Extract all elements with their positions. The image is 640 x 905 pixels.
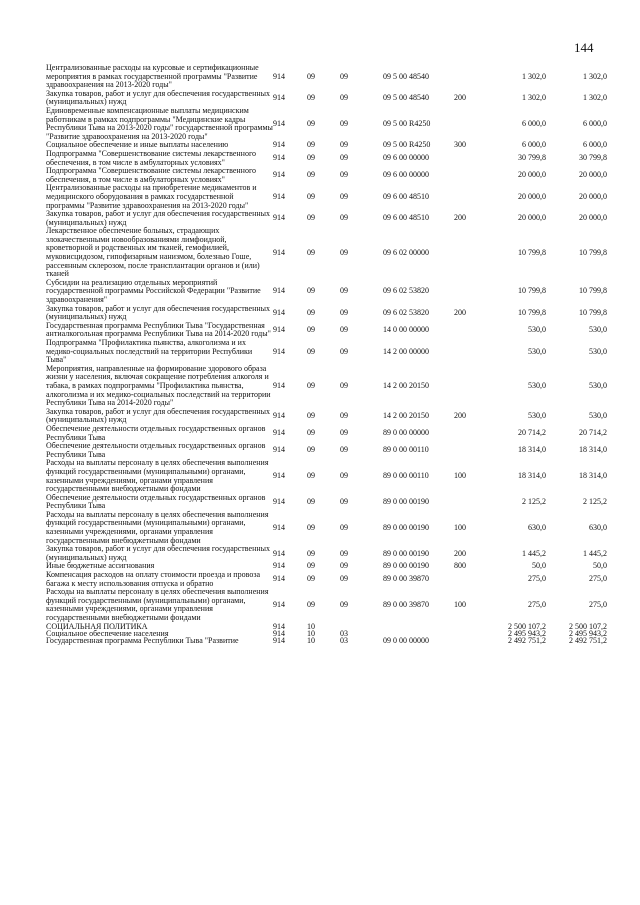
expense-type-cell: 200 (454, 213, 466, 223)
section-code-cell: 09 (307, 153, 315, 163)
table-row (46, 459, 607, 493)
expense-type-cell (454, 365, 485, 408)
subsection-code-cell: 09 (340, 170, 348, 180)
amount-2020-cell: 1 302,0 (583, 71, 607, 81)
subsection-code-cell: 09 (340, 191, 348, 201)
table-row (46, 408, 607, 425)
subsection-code-cell: 09 (340, 325, 348, 335)
subsection-code-cell: 03 (340, 628, 348, 638)
amount-2020-cell: 6 000,0 (583, 140, 607, 150)
expense-type-cell (454, 425, 485, 442)
subsection-code-cell: 09 (340, 471, 348, 481)
target-article-cell: 14 2 00 00000 (383, 346, 429, 356)
row-name-cell: Подпрограмма "Совершенствование системы лекарственного обеспечения, в том числе в амбулаторных условиях" (46, 148, 257, 167)
amount-2020-cell: 630,0 (589, 522, 607, 532)
table-row (46, 90, 607, 107)
ministry-code-cell: 914 (273, 445, 285, 455)
section-code-cell: 09 (307, 522, 315, 532)
row-name-cell: Расходы на выплаты персоналу в целях обеспечения выполнения функций государственными (муниципальными) органами, казенными учреждениями, органами управления государственными внебюджетными фондами (46, 509, 269, 545)
section-code-cell: 09 (307, 411, 315, 421)
row-name-cell: Обеспечение деятельности отдельных государственных органов Республики Тыва (46, 492, 266, 511)
amount-2019-cell: 20 000,0 (518, 213, 546, 223)
table-row (46, 322, 607, 339)
ministry-code-cell: 914 (273, 621, 285, 631)
table-row (46, 442, 607, 459)
row-name-cell: Лекарственное обеспечение больных, страдающих злокачественными новообразованиями лимфоидной, кроветворной и родственных им тканей, гемофилией, муковисцидозом, гипофизарным нанизмом, болезнью Гоше, рассеянным склерозом, после трансплантации органов и (или) тканей (46, 226, 260, 279)
expense-type-cell: 100 (454, 600, 466, 610)
subsection-code-cell: 09 (340, 307, 348, 317)
ministry-code-cell: 914 (273, 153, 285, 163)
expense-type-cell: 800 (454, 561, 466, 571)
target-article-cell: 09 6 02 53820 (383, 307, 429, 317)
table-row (46, 167, 607, 184)
amount-2020-cell: 530,0 (589, 411, 607, 421)
amount-2019-cell: 1 445,2 (522, 548, 546, 558)
amount-2019-cell: 2 500 107,2 (508, 621, 546, 631)
amount-2020-cell: 30 799,8 (579, 153, 607, 163)
expense-type-cell (454, 442, 485, 459)
target-article-cell: 89 0 00 00190 (383, 522, 429, 532)
row-name-cell: Подпрограмма "Совершенствование системы лекарственного обеспечения, в том числе в амбулаторных условиях" (46, 166, 257, 184)
ministry-code-cell: 914 (273, 411, 285, 421)
section-code-cell: 09 (307, 307, 315, 317)
subsection-code-cell: 09 (340, 346, 348, 356)
table-row (46, 107, 607, 141)
expense-type-cell: 200 (454, 93, 466, 103)
table-row (46, 210, 607, 227)
row-name-cell: Закупка товаров, работ и услуг для обеспечения государственных (муниципальных) нужд (46, 544, 271, 562)
amount-2019-cell: 50,0 (532, 561, 546, 571)
ministry-code-cell: 914 (273, 325, 285, 335)
ministry-code-cell: 914 (273, 561, 285, 571)
target-article-cell (383, 623, 454, 630)
expense-type-cell (454, 150, 485, 167)
section-code-cell: 09 (307, 574, 315, 584)
ministry-code-cell: 914 (273, 380, 285, 390)
section-code-cell: 09 (307, 213, 315, 223)
amount-2019-cell: 530,0 (528, 346, 546, 356)
section-code-cell: 10 (307, 621, 315, 631)
amount-2020-cell: 2 125,2 (583, 496, 607, 506)
table-row (46, 511, 607, 545)
amount-2019-cell: 6 000,0 (522, 118, 546, 128)
subsection-code-cell: 09 (340, 548, 348, 558)
table-row (46, 494, 607, 511)
section-code-cell: 09 (307, 325, 315, 335)
row-name-cell: Централизованные расходы на приобретение медикаментов и медицинского оборудования в рамках государственной программы "Развитие здравоохранения на 2013-2020 годы" (46, 183, 257, 210)
target-article-cell: 09 6 02 00000 (383, 247, 429, 257)
subsection-code-cell: 09 (340, 71, 348, 81)
amount-2019-cell: 10 799,8 (518, 286, 546, 296)
expense-type-cell (454, 279, 485, 305)
target-article-cell: 09 6 00 00000 (383, 170, 429, 180)
amount-2020-cell: 1 445,2 (583, 548, 607, 558)
expense-type-cell (454, 64, 485, 90)
target-article-cell: 09 5 00 R4250 (383, 118, 431, 128)
table-row (46, 305, 607, 322)
row-name-cell: Государственная программа Республики Тыва "Развитие (46, 636, 239, 645)
row-name-cell: СОЦИАЛЬНАЯ ПОЛИТИКА (46, 621, 148, 631)
row-name-cell: Компенсация расходов на оплату стоимости проезда и провоза багажа к месту использования отпуска и обратно (46, 570, 261, 588)
ministry-code-cell: 914 (273, 71, 285, 81)
row-name-cell: Закупка товаров, работ и услуг для обеспечения государственных (муниципальных) нужд (46, 303, 271, 322)
ministry-code-cell: 914 (273, 522, 285, 532)
section-code-cell: 09 (307, 548, 315, 558)
target-article-cell: 09 5 00 R4250 (383, 140, 431, 150)
subsection-code-cell: 09 (340, 445, 348, 455)
ministry-code-cell: 914 (273, 496, 285, 506)
row-name-cell: Обеспечение деятельности отдельных государственных органов Республики Тыва (46, 441, 266, 459)
target-article-cell: 09 6 00 48510 (383, 213, 429, 223)
amount-2020-cell: 20 000,0 (579, 213, 607, 223)
target-article-cell: 89 0 00 39870 (383, 574, 429, 584)
target-article-cell: 89 0 00 00190 (383, 548, 429, 558)
ministry-code-cell: 914 (273, 307, 285, 317)
amount-2019-cell: 2 495 943,2 (508, 628, 546, 638)
amount-2019-cell: 10 799,8 (518, 307, 546, 317)
amount-2020-cell: 10 799,8 (579, 286, 607, 296)
amount-2020-cell: 10 799,8 (579, 247, 607, 257)
table-row (46, 279, 607, 305)
amount-2020-cell: 1 302,0 (583, 93, 607, 103)
ministry-code-cell: 914 (273, 636, 285, 645)
section-code-cell: 09 (307, 286, 315, 296)
amount-2020-cell: 2 492 751,2 (569, 636, 607, 645)
ministry-code-cell: 914 (273, 140, 285, 150)
subsection-code-cell: 03 (340, 636, 348, 645)
target-article-cell: 89 0 00 39870 (383, 600, 429, 610)
subsection-code-cell: 09 (340, 574, 348, 584)
amount-2019-cell: 530,0 (528, 325, 546, 335)
amount-2020-cell: 2 500 107,2 (569, 621, 607, 631)
table-row (46, 637, 607, 644)
amount-2019-cell: 530,0 (528, 411, 546, 421)
row-name-cell: Обеспечение деятельности отдельных государственных органов Республики Тыва (46, 423, 266, 442)
ministry-code-cell: 914 (273, 170, 285, 180)
target-article-cell: 09 0 00 00000 (383, 636, 429, 645)
target-article-cell: 14 2 00 20150 (383, 380, 429, 390)
ministry-code-cell: 914 (273, 628, 285, 638)
row-name-cell: Закупка товаров, работ и услуг для обеспечения государственных (муниципальных) нужд (46, 406, 271, 425)
amount-2020-cell: 275,0 (589, 574, 607, 584)
table-row (46, 227, 607, 279)
amount-2019-cell: 20 000,0 (518, 170, 546, 180)
subsection-code-cell: 09 (340, 561, 348, 571)
subsection-code-cell: 09 (340, 496, 348, 506)
section-code-cell: 09 (307, 600, 315, 610)
table-row (46, 425, 607, 442)
subsection-code-cell: 09 (340, 118, 348, 128)
amount-2019-cell: 1 302,0 (522, 93, 546, 103)
target-article-cell: 89 0 00 00110 (383, 471, 429, 481)
section-code-cell: 09 (307, 380, 315, 390)
subsection-code-cell: 09 (340, 428, 348, 438)
ministry-code-cell: 914 (273, 548, 285, 558)
expense-type-cell (454, 637, 485, 644)
amount-2020-cell: 50,0 (593, 561, 607, 571)
section-code-cell: 09 (307, 496, 315, 506)
expense-type-cell: 200 (454, 307, 466, 317)
budget-table (46, 64, 607, 644)
row-name-cell: Субсидии на реализацию отдельных мероприятий государственной программы Российской Федерации "Развитие здравоохранения" (46, 277, 261, 305)
subsection-code-cell: 09 (340, 286, 348, 296)
ministry-code-cell: 914 (273, 346, 285, 356)
amount-2020-cell: 20 714,2 (579, 428, 607, 438)
amount-2019-cell: 10 799,8 (518, 247, 546, 257)
section-code-cell: 09 (307, 428, 315, 438)
amount-2019-cell: 530,0 (528, 380, 546, 390)
section-code-cell: 09 (307, 170, 315, 180)
amount-2020-cell: 18 314,0 (579, 445, 607, 455)
amount-2020-cell: 18 314,0 (579, 471, 607, 481)
expense-type-cell: 200 (454, 411, 466, 421)
subsection-code-cell: 09 (340, 600, 348, 610)
expense-type-cell: 200 (454, 548, 466, 558)
target-article-cell: 14 0 00 00000 (383, 325, 429, 335)
target-article-cell: 89 0 00 00190 (383, 561, 429, 571)
subsection-code-cell: 09 (340, 213, 348, 223)
subsection-code-cell: 09 (340, 247, 348, 257)
amount-2019-cell: 2 125,2 (522, 496, 546, 506)
section-code-cell: 09 (307, 346, 315, 356)
row-name-cell: Подпрограмма "Профилактика пьянства, алкоголизма и их медико-социальных последствий на территории Республики Тыва" (46, 338, 253, 365)
ministry-code-cell: 914 (273, 118, 285, 128)
expense-type-cell (454, 339, 485, 365)
section-code-cell: 09 (307, 71, 315, 81)
target-article-cell: 09 6 00 00000 (383, 153, 429, 163)
amount-2019-cell: 30 799,8 (518, 153, 546, 163)
budget-table-body (46, 64, 607, 644)
table-row (46, 545, 607, 562)
expense-type-cell (454, 227, 485, 279)
section-code-cell: 10 (307, 636, 315, 645)
amount-2020-cell: 6 000,0 (583, 118, 607, 128)
section-code-cell: 09 (307, 140, 315, 150)
subsection-code-cell: 09 (340, 153, 348, 163)
table-row (46, 64, 607, 90)
expense-type-cell (454, 571, 485, 588)
row-name-cell: Единовременные компенсационные выплаты медицинским работникам в рамках подпрограммы "Медицинские кадры Республики Тыва на 2013-2020 годы" государственной программы "Развитие здравоохранения на 2013-2020 годы" (46, 105, 273, 141)
amount-2019-cell: 275,0 (528, 574, 546, 584)
target-article-cell: 14 2 00 20150 (383, 411, 429, 421)
expense-type-cell (454, 322, 485, 339)
target-article-cell: 09 6 02 53820 (383, 286, 429, 296)
section-code-cell: 09 (307, 191, 315, 201)
page-number: 144 (574, 40, 594, 55)
amount-2020-cell: 530,0 (589, 325, 607, 335)
row-name-cell: Социальное обеспечение населения (46, 628, 169, 638)
amount-2019-cell: 20 000,0 (518, 191, 546, 201)
amount-2019-cell: 18 314,0 (518, 471, 546, 481)
row-name-cell: Закупка товаров, работ и услуг для обеспечения государственных (муниципальных) нужд (46, 209, 271, 227)
row-name-cell: Социальное обеспечение и иные выплаты населению (46, 140, 229, 150)
amount-2020-cell: 275,0 (589, 600, 607, 610)
row-name-cell: Мероприятия, направленные на формирование здорового образа жизни у населения, включая сокращение потребления алкоголя и табака, в рамках подпрограммы "Профилактика пьянства, алкоголизма и их медико-социальных последствий на территории Республики Тыва на 2014-2020 годы" (46, 363, 271, 408)
row-name-cell: Государственная программа Республики Тыва "Государственная антиалкогольная программа Республики Тыва на 2014-2020 годы" (46, 320, 271, 339)
subsection-code-cell: 09 (340, 522, 348, 532)
ministry-code-cell: 914 (273, 471, 285, 481)
target-article-cell: 09 5 00 48540 (383, 71, 429, 81)
row-name-cell: Расходы на выплаты персоналу в целях обеспечения выполнения функций государственными (муниципальными) органами, казенными учреждениями, органами управления государственными внебюджетными фондами (46, 458, 269, 494)
row-name-cell: Расходы на выплаты персоналу в целях обеспечения выполнения функций государственными (муниципальными) органами, казенными учреждениями, органами управления государственными внебюджетными фондами (46, 587, 269, 622)
expense-type-cell: 100 (454, 522, 466, 532)
target-article-cell: 89 0 00 00190 (383, 496, 429, 506)
ministry-code-cell: 914 (273, 247, 285, 257)
amount-2020-cell: 10 799,8 (579, 307, 607, 317)
table-row (46, 571, 607, 588)
row-name-cell: Иные бюджетные ассигнования (46, 561, 155, 571)
amount-2019-cell: 2 492 751,2 (508, 636, 546, 645)
table-row (46, 339, 607, 365)
expense-type-cell (454, 184, 485, 210)
expense-type-cell: 100 (454, 471, 466, 481)
table-row (46, 150, 607, 167)
subsection-code-cell: 09 (340, 140, 348, 150)
ministry-code-cell: 914 (273, 600, 285, 610)
ministry-code-cell: 914 (273, 191, 285, 201)
expense-type-cell (454, 167, 485, 184)
amount-2020-cell: 2 495 943,2 (569, 628, 607, 638)
target-article-cell: 89 0 00 00000 (383, 428, 429, 438)
amount-2020-cell: 530,0 (589, 346, 607, 356)
subsection-code-cell: 09 (340, 411, 348, 421)
subsection-code-cell: 09 (340, 93, 348, 103)
amount-2019-cell: 630,0 (528, 522, 546, 532)
target-article-cell: 09 5 00 48540 (383, 93, 429, 103)
target-article-cell: 09 6 00 48510 (383, 191, 429, 201)
subsection-code-cell: 09 (340, 380, 348, 390)
ministry-code-cell: 914 (273, 286, 285, 296)
expense-type-cell (454, 630, 485, 637)
table-row (46, 184, 607, 210)
expense-type-cell (454, 623, 485, 630)
amount-2019-cell: 1 302,0 (522, 71, 546, 81)
section-code-cell: 09 (307, 247, 315, 257)
target-article-cell: 89 0 00 00110 (383, 445, 429, 455)
amount-2019-cell: 18 314,0 (518, 445, 546, 455)
amount-2019-cell: 275,0 (528, 600, 546, 610)
row-name-cell: Закупка товаров, работ и услуг для обеспечения государственных (муниципальных) нужд (46, 88, 271, 107)
row-name-cell: Централизованные расходы на курсовые и сертификационные мероприятия в рамках государственной программы "Развитие здравоохранения на 2013-2020 годы" (46, 63, 259, 90)
expense-type-cell: 300 (454, 140, 466, 150)
section-code-cell: 09 (307, 471, 315, 481)
section-code-cell: 09 (307, 445, 315, 455)
section-code-cell: 09 (307, 93, 315, 103)
table-row (46, 588, 607, 622)
amount-2019-cell: 20 714,2 (518, 428, 546, 438)
section-code-cell: 10 (307, 628, 315, 638)
amount-2019-cell: 6 000,0 (522, 140, 546, 150)
ministry-code-cell: 914 (273, 428, 285, 438)
expense-type-cell (454, 107, 485, 141)
ministry-code-cell: 914 (273, 213, 285, 223)
ministry-code-cell: 914 (273, 93, 285, 103)
amount-2020-cell: 20 000,0 (579, 191, 607, 201)
section-code-cell: 09 (307, 118, 315, 128)
section-code-cell: 09 (307, 561, 315, 571)
ministry-code-cell: 914 (273, 574, 285, 584)
table-row (46, 365, 607, 408)
amount-2020-cell: 530,0 (589, 380, 607, 390)
amount-2020-cell: 20 000,0 (579, 170, 607, 180)
expense-type-cell (454, 494, 485, 511)
